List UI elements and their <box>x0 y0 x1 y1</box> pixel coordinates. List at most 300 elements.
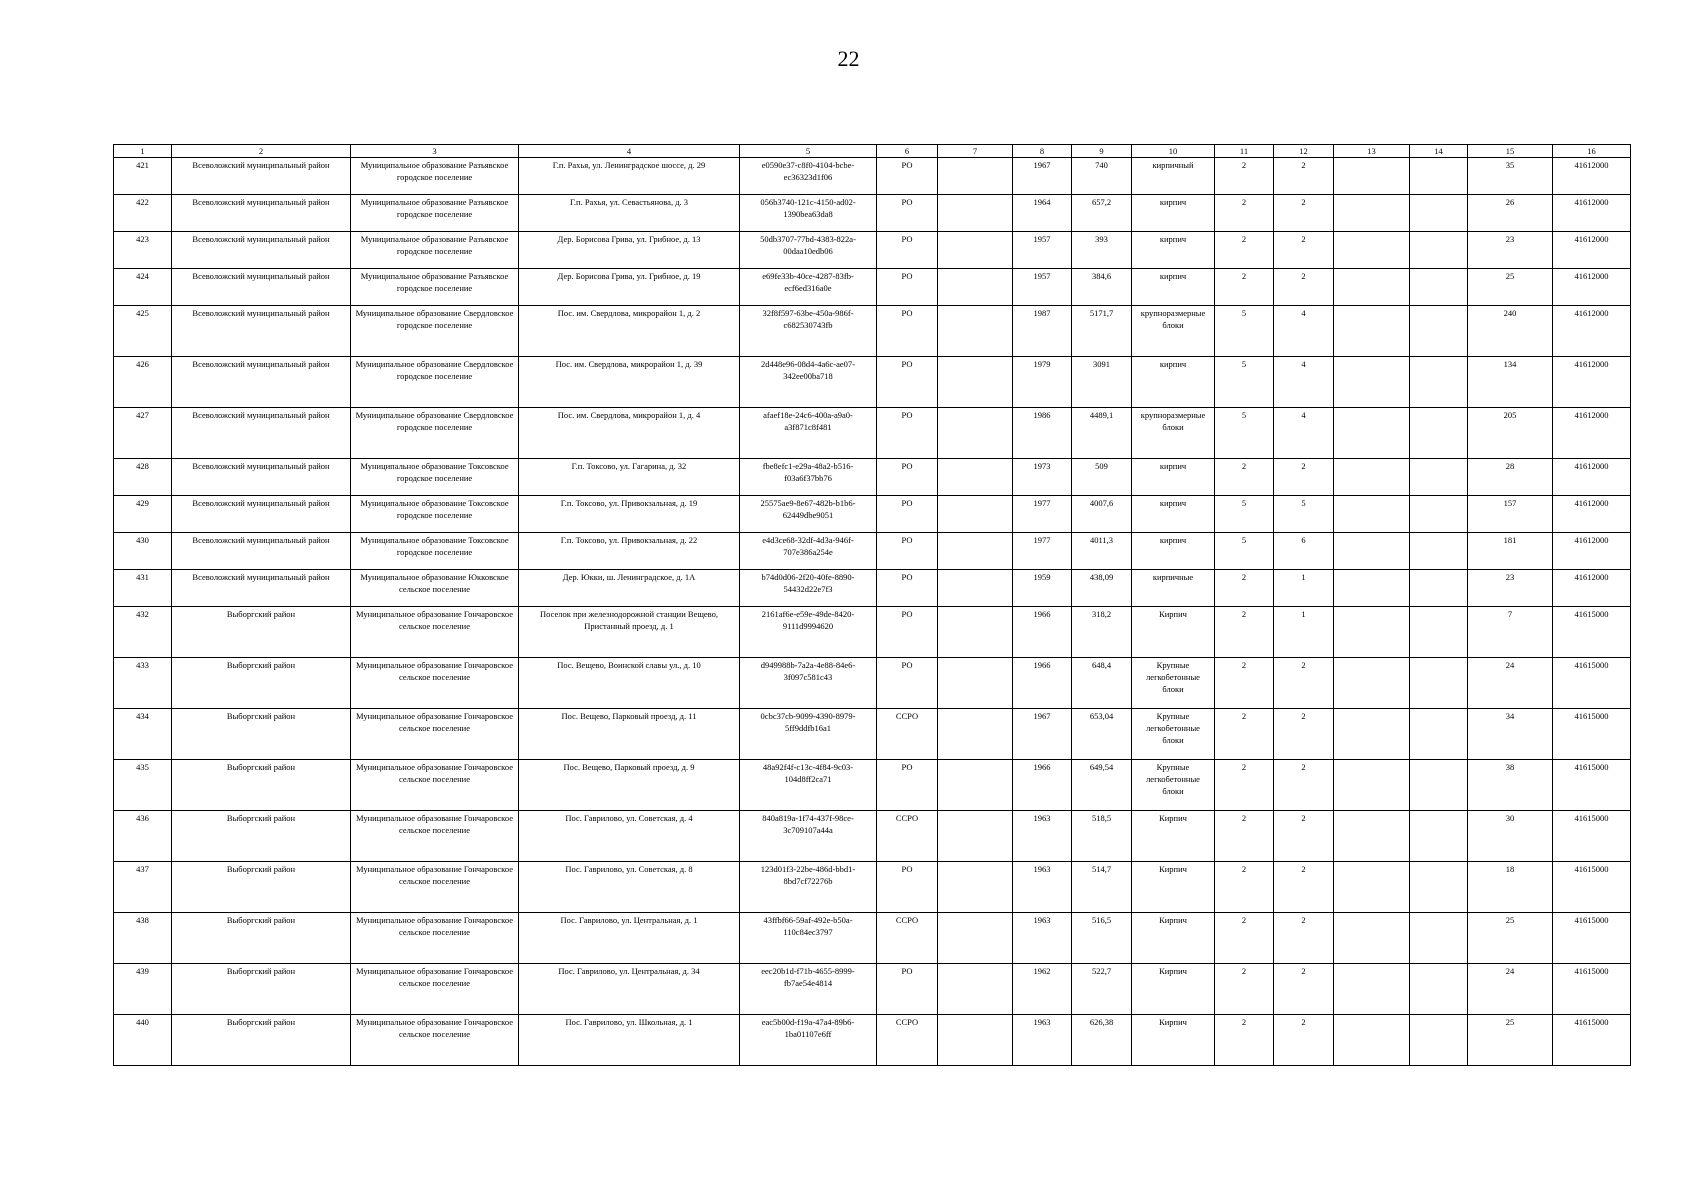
table-cell-col-9: 318,2 <box>1072 607 1132 658</box>
table-cell-col-7 <box>938 496 1013 533</box>
table-cell-col-1: 440 <box>114 1015 172 1066</box>
table-row <box>114 306 1631 357</box>
table-cell-col-15: 25 <box>1468 1015 1553 1066</box>
table-cell-col-13 <box>1334 811 1410 862</box>
table-cell-col-1: 438 <box>114 913 172 964</box>
table-cell-col-9: 384,6 <box>1072 269 1132 306</box>
table-cell-col-14 <box>1410 496 1468 533</box>
table-cell-col-13 <box>1334 195 1410 232</box>
table-cell-col-15: 28 <box>1468 459 1553 496</box>
table-cell-col-11: 5 <box>1215 408 1274 459</box>
table-cell-col-9: 516,5 <box>1072 913 1132 964</box>
table-cell-col-3: Муниципальное образование Гончаровское сельское поселение <box>351 760 519 811</box>
table-cell-col-10: крупноразмерные блоки <box>1132 306 1215 357</box>
table-cell-col-13 <box>1334 964 1410 1015</box>
table-cell-col-4: Г.п. Токсово, ул. Гагарина, д. 32 <box>519 459 740 496</box>
table-cell-col-9: 509 <box>1072 459 1132 496</box>
column-header-11: 11 <box>1215 145 1274 158</box>
table-cell-col-15: 24 <box>1468 658 1553 709</box>
table-cell-col-10: Крупные легкобетонные блоки <box>1132 658 1215 709</box>
table-cell-col-1: 421 <box>114 158 172 195</box>
housing-register-table <box>113 144 1631 1066</box>
table-cell-col-9: 4007,6 <box>1072 496 1132 533</box>
column-header-1: 1 <box>114 145 172 158</box>
table-cell-col-12: 2 <box>1274 760 1334 811</box>
column-header-2: 2 <box>172 145 351 158</box>
table-cell-col-13 <box>1334 760 1410 811</box>
column-header-6: 6 <box>877 145 938 158</box>
table-cell-col-4: Дер. Борисова Грива, ул. Грибное, д. 19 <box>519 269 740 306</box>
table-cell-col-11: 2 <box>1215 570 1274 607</box>
table-cell-col-9: 3091 <box>1072 357 1132 408</box>
table-cell-col-16: 41615000 <box>1553 1015 1631 1066</box>
table-cell-col-1: 434 <box>114 709 172 760</box>
table-cell-col-4: Г.п. Токсово, ул. Привокзальная, д. 22 <box>519 533 740 570</box>
table-cell-col-14 <box>1410 658 1468 709</box>
table-cell-col-5: 43ffbf66-59af-492e-b50a-110c84ec3797 <box>740 913 877 964</box>
table-cell-col-13 <box>1334 158 1410 195</box>
table-row <box>114 408 1631 459</box>
column-header-9: 9 <box>1072 145 1132 158</box>
table-cell-col-13 <box>1334 306 1410 357</box>
table-cell-col-9: 5171,7 <box>1072 306 1132 357</box>
table-cell-col-16: 41615000 <box>1553 607 1631 658</box>
table-cell-col-14 <box>1410 158 1468 195</box>
table-cell-col-12: 4 <box>1274 306 1334 357</box>
table-cell-col-5: 840a819a-1f74-437f-98ce-3c709107a44a <box>740 811 877 862</box>
table-cell-col-15: 25 <box>1468 913 1553 964</box>
table-cell-col-6: РО <box>877 232 938 269</box>
table-cell-col-8: 1963 <box>1013 811 1072 862</box>
table-cell-col-2: Выборгский район <box>172 913 351 964</box>
table-cell-col-4: Пос. Гаврилово, ул. Центральная, д. 34 <box>519 964 740 1015</box>
table-cell-col-4: Г.п. Токсово, ул. Привокзальная, д. 19 <box>519 496 740 533</box>
table-cell-col-11: 5 <box>1215 306 1274 357</box>
table-cell-col-8: 1977 <box>1013 496 1072 533</box>
table-cell-col-3: Муниципальное образование Токсовское городское поселение <box>351 533 519 570</box>
table-cell-col-6: РО <box>877 306 938 357</box>
table-cell-col-8: 1966 <box>1013 607 1072 658</box>
table-cell-col-15: 134 <box>1468 357 1553 408</box>
table-cell-col-2: Выборгский район <box>172 811 351 862</box>
table-cell-col-5: eac5b00d-f19a-47a4-89b6-1ba01107e6ff <box>740 1015 877 1066</box>
table-cell-col-12: 1 <box>1274 607 1334 658</box>
table-cell-col-15: 7 <box>1468 607 1553 658</box>
table-cell-col-5: 056b3740-121c-4150-ad02-1390bea63da8 <box>740 195 877 232</box>
table-cell-col-1: 424 <box>114 269 172 306</box>
column-header-4: 4 <box>519 145 740 158</box>
table-cell-col-11: 5 <box>1215 533 1274 570</box>
table-cell-col-9: 4011,3 <box>1072 533 1132 570</box>
table-cell-col-2: Всеволожский муниципальный район <box>172 306 351 357</box>
table-cell-col-2: Всеволожский муниципальный район <box>172 496 351 533</box>
table-cell-col-11: 2 <box>1215 964 1274 1015</box>
table-cell-col-4: Пос. Гаврилово, ул. Советская, д. 4 <box>519 811 740 862</box>
table-row <box>114 195 1631 232</box>
table-cell-col-16: 41612000 <box>1553 306 1631 357</box>
table-cell-col-4: Дер. Борисова Грива, ул. Грибное, д. 13 <box>519 232 740 269</box>
table-cell-col-13 <box>1334 658 1410 709</box>
table-cell-col-8: 1963 <box>1013 913 1072 964</box>
table-cell-col-4: Пос. им. Свердлова, микрорайон 1, д. 2 <box>519 306 740 357</box>
table-cell-col-12: 2 <box>1274 1015 1334 1066</box>
table-cell-col-6: РО <box>877 459 938 496</box>
table-cell-col-15: 23 <box>1468 570 1553 607</box>
table-cell-col-16: 41612000 <box>1553 195 1631 232</box>
table-cell-col-10: Кирпич <box>1132 607 1215 658</box>
table-cell-col-6: РО <box>877 760 938 811</box>
table-cell-col-16: 41615000 <box>1553 862 1631 913</box>
table-cell-col-5: 2d448e96-08d4-4a6c-ae07-342ee00ba718 <box>740 357 877 408</box>
table-row <box>114 570 1631 607</box>
table-cell-col-9: 518,5 <box>1072 811 1132 862</box>
table-cell-col-2: Выборгский район <box>172 709 351 760</box>
table-cell-col-1: 425 <box>114 306 172 357</box>
table-cell-col-9: 657,2 <box>1072 195 1132 232</box>
table-cell-col-13 <box>1334 232 1410 269</box>
table-row <box>114 862 1631 913</box>
table-cell-col-15: 30 <box>1468 811 1553 862</box>
table-cell-col-15: 24 <box>1468 964 1553 1015</box>
table-cell-col-6: РО <box>877 357 938 408</box>
table-cell-col-1: 433 <box>114 658 172 709</box>
table-cell-col-15: 26 <box>1468 195 1553 232</box>
table-cell-col-16: 41612000 <box>1553 496 1631 533</box>
table-cell-col-3: Муниципальное образование Свердловское городское поселение <box>351 306 519 357</box>
table-row <box>114 709 1631 760</box>
table-cell-col-3: Муниципальное образование Разъявское городское поселение <box>351 269 519 306</box>
table-cell-col-13 <box>1334 496 1410 533</box>
table-cell-col-8: 1957 <box>1013 269 1072 306</box>
table-cell-col-15: 34 <box>1468 709 1553 760</box>
table-cell-col-7 <box>938 269 1013 306</box>
table-cell-col-4: Пос. Вещево, Воинской славы ул., д. 10 <box>519 658 740 709</box>
table-cell-col-2: Выборгский район <box>172 1015 351 1066</box>
table-cell-col-9: 514,7 <box>1072 862 1132 913</box>
table-cell-col-12: 2 <box>1274 913 1334 964</box>
table-cell-col-3: Муниципальное образование Гончаровское сельское поселение <box>351 1015 519 1066</box>
table-cell-col-1: 430 <box>114 533 172 570</box>
table-cell-col-10: кирпич <box>1132 195 1215 232</box>
column-header-16: 16 <box>1553 145 1631 158</box>
table-row <box>114 459 1631 496</box>
table-cell-col-13 <box>1334 357 1410 408</box>
table-cell-col-12: 6 <box>1274 533 1334 570</box>
page-number: 22 <box>837 46 860 71</box>
table-cell-col-6: РО <box>877 533 938 570</box>
table-cell-col-8: 1977 <box>1013 533 1072 570</box>
table-cell-col-5: eec20b1d-f71b-4655-8999-fb7ae54e4814 <box>740 964 877 1015</box>
column-header-7: 7 <box>938 145 1013 158</box>
table-cell-col-15: 25 <box>1468 269 1553 306</box>
table-cell-col-7 <box>938 357 1013 408</box>
table-cell-col-5: e69fe33b-40ce-4287-83fb-ecf6ed316a0e <box>740 269 877 306</box>
table-cell-col-10: кирпич <box>1132 533 1215 570</box>
table-cell-col-5: 32f8f597-63be-450a-986f-c682530743fb <box>740 306 877 357</box>
table-cell-col-16: 41612000 <box>1553 570 1631 607</box>
table-cell-col-3: Муниципальное образование Разъявское городское поселение <box>351 232 519 269</box>
table-cell-col-7 <box>938 459 1013 496</box>
table-cell-col-16: 41612000 <box>1553 408 1631 459</box>
table-cell-col-9: 522,7 <box>1072 964 1132 1015</box>
table-cell-col-14 <box>1410 269 1468 306</box>
table-cell-col-11: 2 <box>1215 709 1274 760</box>
table-cell-col-7 <box>938 306 1013 357</box>
table-row <box>114 811 1631 862</box>
table-cell-col-6: РО <box>877 408 938 459</box>
table-cell-col-13 <box>1334 570 1410 607</box>
table-cell-col-4: Пос. Гаврилово, ул. Школьная, д. 1 <box>519 1015 740 1066</box>
table-cell-col-10: кирпич <box>1132 232 1215 269</box>
table-cell-col-1: 429 <box>114 496 172 533</box>
table-row <box>114 1015 1631 1066</box>
table-cell-col-11: 2 <box>1215 811 1274 862</box>
table-cell-col-1: 436 <box>114 811 172 862</box>
table-cell-col-2: Всеволожский муниципальный район <box>172 195 351 232</box>
table-cell-col-12: 2 <box>1274 195 1334 232</box>
table-cell-col-8: 1967 <box>1013 158 1072 195</box>
table-cell-col-7 <box>938 158 1013 195</box>
table-cell-col-1: 422 <box>114 195 172 232</box>
table-row <box>114 964 1631 1015</box>
table-cell-col-1: 423 <box>114 232 172 269</box>
table-cell-col-7 <box>938 1015 1013 1066</box>
table-cell-col-5: d949988b-7a2a-4e88-84e6-3f097c581c43 <box>740 658 877 709</box>
table-cell-col-11: 2 <box>1215 158 1274 195</box>
column-header-3: 3 <box>351 145 519 158</box>
column-header-15: 15 <box>1468 145 1553 158</box>
table-cell-col-9: 393 <box>1072 232 1132 269</box>
table-cell-col-6: РО <box>877 269 938 306</box>
table-cell-col-8: 1966 <box>1013 760 1072 811</box>
table-row <box>114 760 1631 811</box>
table-cell-col-7 <box>938 709 1013 760</box>
table-cell-col-11: 2 <box>1215 607 1274 658</box>
table-cell-col-4: Поселок при железнодорожной станции Вещево, Пристанный проезд, д. 1 <box>519 607 740 658</box>
table-cell-col-2: Всеволожский муниципальный район <box>172 408 351 459</box>
table-cell-col-11: 5 <box>1215 496 1274 533</box>
table-cell-col-13 <box>1334 269 1410 306</box>
table-cell-col-13 <box>1334 1015 1410 1066</box>
table-row <box>114 357 1631 408</box>
table-cell-col-5: afaef18e-24c6-400a-a9a0-a3f871c8f481 <box>740 408 877 459</box>
table-cell-col-14 <box>1410 811 1468 862</box>
table-cell-col-10: Кирпич <box>1132 811 1215 862</box>
table-cell-col-7 <box>938 862 1013 913</box>
table-cell-col-4: Г.п. Рахья, ул. Севастьянова, д. 3 <box>519 195 740 232</box>
table-cell-col-2: Всеволожский муниципальный район <box>172 269 351 306</box>
table-cell-col-1: 426 <box>114 357 172 408</box>
table-cell-col-10: кирпич <box>1132 357 1215 408</box>
table-cell-col-7 <box>938 232 1013 269</box>
table-cell-col-4: Пос. им. Свердлова, микрорайон 1, д. 4 <box>519 408 740 459</box>
table-cell-col-12: 2 <box>1274 269 1334 306</box>
table-cell-col-15: 38 <box>1468 760 1553 811</box>
column-header-10: 10 <box>1132 145 1215 158</box>
table-cell-col-2: Всеволожский муниципальный район <box>172 357 351 408</box>
table-cell-col-2: Всеволожский муниципальный район <box>172 232 351 269</box>
table-cell-col-9: 4489,1 <box>1072 408 1132 459</box>
table-row <box>114 496 1631 533</box>
table-cell-col-8: 1964 <box>1013 195 1072 232</box>
table-cell-col-6: РО <box>877 658 938 709</box>
table-cell-col-4: Пос. Гаврилово, ул. Советская, д. 8 <box>519 862 740 913</box>
table-cell-col-7 <box>938 570 1013 607</box>
table-cell-col-3: Муниципальное образование Юкковское сельское поселение <box>351 570 519 607</box>
table-cell-col-11: 2 <box>1215 658 1274 709</box>
table-cell-col-7 <box>938 658 1013 709</box>
table-cell-col-12: 2 <box>1274 862 1334 913</box>
table-cell-col-9: 648,4 <box>1072 658 1132 709</box>
table-cell-col-5: 50db3707-77bd-4383-822a-00daa10edb06 <box>740 232 877 269</box>
table-cell-col-11: 2 <box>1215 862 1274 913</box>
column-header-8: 8 <box>1013 145 1072 158</box>
table-cell-col-15: 23 <box>1468 232 1553 269</box>
table-cell-col-10: кирпич <box>1132 269 1215 306</box>
table-cell-col-15: 181 <box>1468 533 1553 570</box>
table-cell-col-16: 41615000 <box>1553 811 1631 862</box>
table-cell-col-14 <box>1410 913 1468 964</box>
table-cell-col-5: 48a92f4f-c13c-4f84-9c03-104d8ff2ca71 <box>740 760 877 811</box>
table-row <box>114 913 1631 964</box>
table-cell-col-7 <box>938 195 1013 232</box>
table-cell-col-7 <box>938 811 1013 862</box>
table-cell-col-5: b74d0d06-2f20-40fe-8890-54432d22e7f3 <box>740 570 877 607</box>
column-header-5: 5 <box>740 145 877 158</box>
table-cell-col-2: Всеволожский муниципальный район <box>172 459 351 496</box>
table-cell-col-4: Дер. Юкки, ш. Ленинградское, д. 1А <box>519 570 740 607</box>
table-cell-col-8: 1966 <box>1013 658 1072 709</box>
table-cell-col-16: 41612000 <box>1553 459 1631 496</box>
table-cell-col-6: РО <box>877 862 938 913</box>
table-cell-col-3: Муниципальное образование Гончаровское сельское поселение <box>351 913 519 964</box>
table-cell-col-16: 41615000 <box>1553 964 1631 1015</box>
table-cell-col-3: Муниципальное образование Свердловское городское поселение <box>351 357 519 408</box>
table-row <box>114 269 1631 306</box>
table-cell-col-3: Муниципальное образование Гончаровское сельское поселение <box>351 607 519 658</box>
table-cell-col-2: Всеволожский муниципальный район <box>172 533 351 570</box>
table-cell-col-6: РО <box>877 496 938 533</box>
table-cell-col-12: 2 <box>1274 709 1334 760</box>
table-cell-col-11: 2 <box>1215 760 1274 811</box>
table-cell-col-14 <box>1410 964 1468 1015</box>
table-cell-col-5: e0590e37-c8f0-4104-bcbe-ec36323d1f06 <box>740 158 877 195</box>
table-cell-col-8: 1962 <box>1013 964 1072 1015</box>
table-cell-col-16: 41615000 <box>1553 709 1631 760</box>
table-cell-col-13 <box>1334 459 1410 496</box>
table-cell-col-11: 2 <box>1215 232 1274 269</box>
table-row <box>114 158 1631 195</box>
table-cell-col-14 <box>1410 459 1468 496</box>
table-cell-col-16: 41612000 <box>1553 232 1631 269</box>
column-header-13: 13 <box>1334 145 1410 158</box>
table-cell-col-15: 18 <box>1468 862 1553 913</box>
table-cell-col-14 <box>1410 862 1468 913</box>
table-cell-col-3: Муниципальное образование Токсовское городское поселение <box>351 496 519 533</box>
table-cell-col-6: СCРО <box>877 709 938 760</box>
table-cell-col-14 <box>1410 533 1468 570</box>
table-cell-col-14 <box>1410 607 1468 658</box>
table-cell-col-9: 438,09 <box>1072 570 1132 607</box>
table-cell-col-6: СCРО <box>877 913 938 964</box>
table-cell-col-1: 437 <box>114 862 172 913</box>
table-cell-col-1: 439 <box>114 964 172 1015</box>
table-cell-col-15: 240 <box>1468 306 1553 357</box>
table-cell-col-14 <box>1410 570 1468 607</box>
table-cell-col-12: 4 <box>1274 357 1334 408</box>
table-cell-col-6: РО <box>877 964 938 1015</box>
table-cell-col-2: Выборгский район <box>172 760 351 811</box>
table-cell-col-1: 431 <box>114 570 172 607</box>
table-cell-col-5: fbe8efc1-e29a-48a2-b516-f03a6f37bb76 <box>740 459 877 496</box>
table-cell-col-14 <box>1410 709 1468 760</box>
table-cell-col-12: 2 <box>1274 658 1334 709</box>
table-cell-col-3: Муниципальное образование Гончаровское сельское поселение <box>351 811 519 862</box>
table-cell-col-12: 5 <box>1274 496 1334 533</box>
table-cell-col-15: 205 <box>1468 408 1553 459</box>
table-cell-col-11: 2 <box>1215 269 1274 306</box>
table-cell-col-13 <box>1334 408 1410 459</box>
table-cell-col-13 <box>1334 533 1410 570</box>
table-cell-col-8: 1963 <box>1013 1015 1072 1066</box>
table-cell-col-14 <box>1410 232 1468 269</box>
table-cell-col-16: 41615000 <box>1553 658 1631 709</box>
table-cell-col-9: 653,04 <box>1072 709 1132 760</box>
table-cell-col-4: Пос. Вещево, Парковый проезд, д. 11 <box>519 709 740 760</box>
table-cell-col-7 <box>938 913 1013 964</box>
table-cell-col-1: 427 <box>114 408 172 459</box>
table-row <box>114 658 1631 709</box>
table-cell-col-1: 435 <box>114 760 172 811</box>
table-cell-col-9: 649,54 <box>1072 760 1132 811</box>
table-cell-col-2: Всеволожский муниципальный район <box>172 570 351 607</box>
table-cell-col-6: СCРО <box>877 1015 938 1066</box>
table-cell-col-12: 1 <box>1274 570 1334 607</box>
table-cell-col-10: кирпичный <box>1132 158 1215 195</box>
table-cell-col-11: 2 <box>1215 913 1274 964</box>
table-cell-col-12: 2 <box>1274 459 1334 496</box>
table-cell-col-14 <box>1410 195 1468 232</box>
table-cell-col-3: Муниципальное образование Гончаровское сельское поселение <box>351 862 519 913</box>
table-cell-col-8: 1967 <box>1013 709 1072 760</box>
table-cell-col-10: кирпич <box>1132 496 1215 533</box>
table-cell-col-13 <box>1334 862 1410 913</box>
column-header-12: 12 <box>1274 145 1334 158</box>
table-row <box>114 232 1631 269</box>
table-cell-col-13 <box>1334 913 1410 964</box>
table-cell-col-15: 157 <box>1468 496 1553 533</box>
table-cell-col-15: 35 <box>1468 158 1553 195</box>
table-cell-col-16: 41612000 <box>1553 158 1631 195</box>
table-cell-col-5: e4d3ce68-32df-4d3a-946f-707e386a254e <box>740 533 877 570</box>
table-cell-col-12: 2 <box>1274 964 1334 1015</box>
table-cell-col-10: крупноразмерные блоки <box>1132 408 1215 459</box>
table-cell-col-10: Крупные легкобетонные блоки <box>1132 760 1215 811</box>
table-cell-col-10: Кирпич <box>1132 964 1215 1015</box>
table-cell-col-11: 2 <box>1215 459 1274 496</box>
table-cell-col-10: Кирпич <box>1132 1015 1215 1066</box>
table-cell-col-12: 4 <box>1274 408 1334 459</box>
table-cell-col-6: РО <box>877 607 938 658</box>
table-cell-col-12: 2 <box>1274 158 1334 195</box>
table-cell-col-5: 2161af6e-e59e-49de-8420-9111d9994620 <box>740 607 877 658</box>
table-cell-col-5: 25575ae9-8e67-482b-b1b6-62449dbe9051 <box>740 496 877 533</box>
table-cell-col-4: Пос. Вещево, Парковый проезд, д. 9 <box>519 760 740 811</box>
table-cell-col-3: Муниципальное образование Гончаровское сельское поселение <box>351 709 519 760</box>
table-cell-col-8: 1957 <box>1013 232 1072 269</box>
table-cell-col-11: 5 <box>1215 357 1274 408</box>
table-cell-col-16: 41612000 <box>1553 269 1631 306</box>
